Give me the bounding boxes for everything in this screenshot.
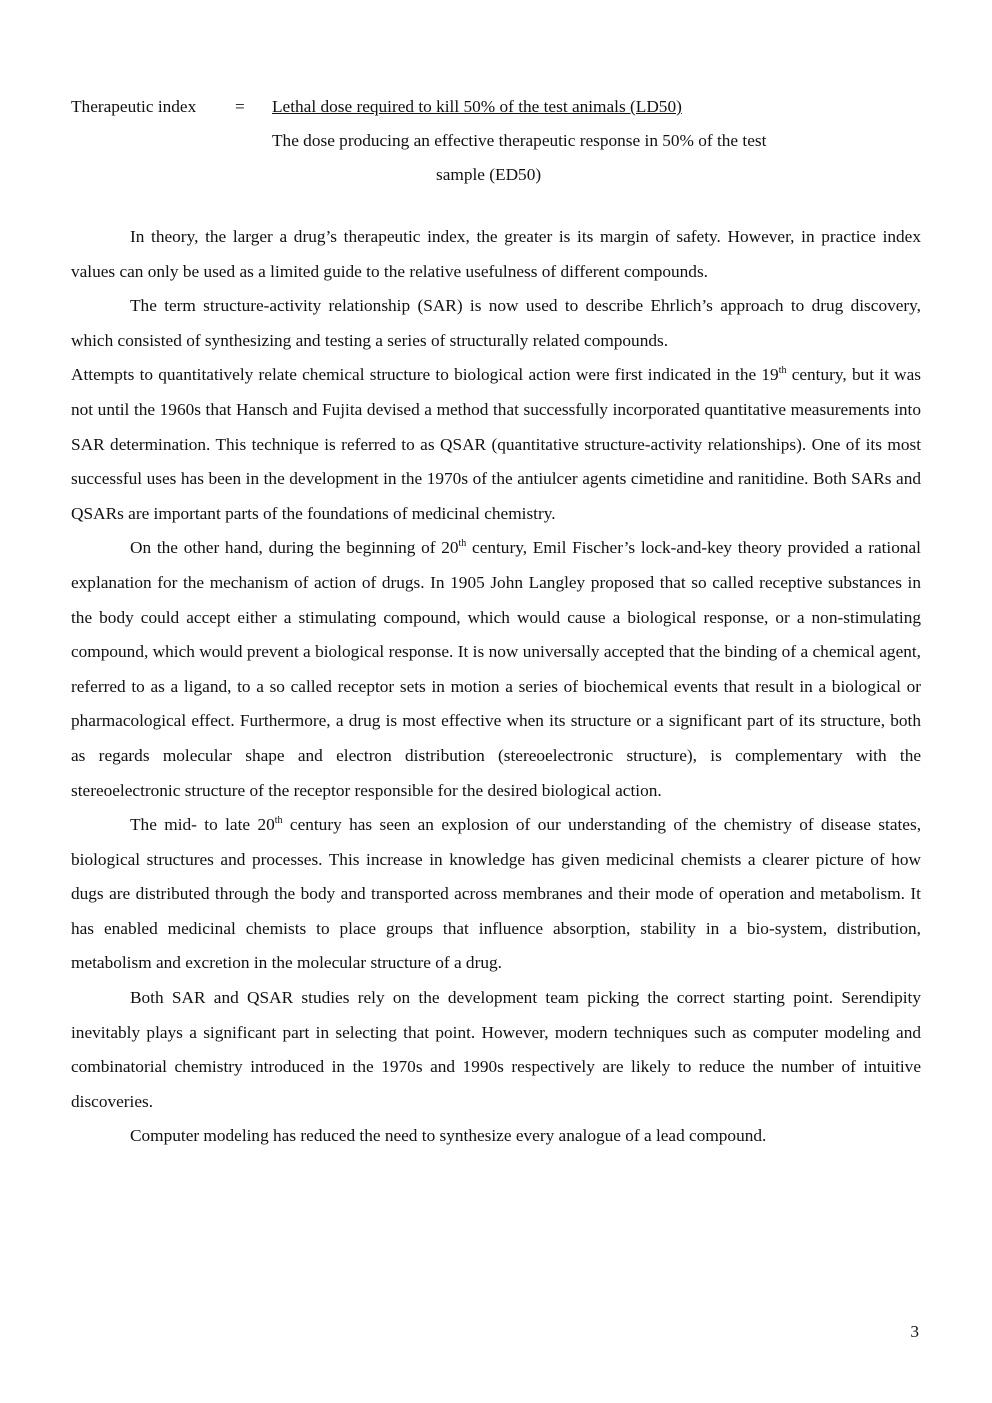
page-number: 3 [910, 1322, 919, 1341]
formula-numerator: Lethal dose required to kill 50% of the test animals (LD50) [272, 97, 682, 116]
paragraph-text: Computer modeling has reduced the need to synthesize every analogue of a lead compound. [130, 1126, 767, 1146]
ordinal-superscript: th [458, 538, 467, 550]
formula-denominator-line2: sample (ED50) [436, 165, 542, 184]
paragraph-text: Both SAR and QSAR studies rely on the development team picking the correct starting point. Serendipity inevitably plays a significant part in selecting that point. However, modern techniques such as computer modeling and combinatorial chemistry introduced in the 1970s and 1990s respectively are likely to reduce the number of intuitive discoveries. [71, 988, 921, 1111]
paragraph [71, 808, 921, 981]
formula-denominator-line1: The dose producing an effective therapeutic response in 50% of the test [272, 131, 767, 150]
paragraph-text: century has seen an explosion of our understanding of the chemistry of disease states, biological structures and processes. This increase in knowledge has given medicinal chemists a clearer picture of how dugs are distributed through the body and transported across membranes and their mode of operation and metabolism. It has enabled medicinal chemists to place groups that influence absorption, stability in a bio-system, distribution, metabolism and excretion in the molecular structure of a drug. [71, 815, 922, 973]
paragraph-text: On the other hand, during the beginning of 20 [130, 538, 459, 558]
formula-lhs: Therapeutic index [71, 97, 197, 116]
paragraph-text: Attempts to quantitatively relate chemical structure to biological action were first indicated in the 19 [71, 365, 779, 385]
body-text [71, 220, 921, 1154]
paragraph [71, 981, 921, 1119]
paragraph [71, 1119, 921, 1154]
ordinal-superscript: th [778, 365, 787, 377]
therapeutic-index-formula [71, 92, 921, 202]
document-page [71, 92, 921, 1154]
formula-equals: = [235, 97, 245, 116]
paragraph [71, 220, 921, 289]
paragraph [71, 358, 921, 531]
ordinal-superscript: th [274, 815, 283, 827]
paragraph [71, 531, 921, 808]
paragraph-text: The mid- to late 20 [130, 815, 275, 835]
paragraph-text: In theory, the larger a drug’s therapeutic index, the greater is its margin of safety. However, in practice index values can only be used as a limited guide to the relative usefulness of different compounds. [71, 227, 921, 281]
paragraph-text: century, but it was not until the 1960s that Hansch and Fujita devised a method that successfully incorporated quantitative measurements into SAR determination. This technique is referred to as QSAR (quantitative structure-activity relationships). One of its most successful uses has been in the development in the 1970s of the antiulcer agents cimetidine and ranitidine. Both SARs and QSARs are important parts of the foundations of medicinal chemistry. [71, 365, 921, 523]
paragraph-text: century, Emil Fischer’s lock-and-key theory provided a rational explanation for the mechanism of action of drugs. In 1905 John Langley proposed that so called receptive substances in the body could accept either a stimulating compound, which would cause a biological response, or a non-stimulating compound, which would prevent a biological response. It is now universally accepted that the binding of a chemical agent, referred to as a ligand, to a so called receptor sets in motion a series of biochemical events that result in a biological or pharmacological effect. Furthermore, a drug is most effective when its structure or a significant part of its structure, both as regards molecular shape and electron distribution (stereoelectronic structure), is complementary with the stereoelectronic structure of the receptor responsible for the desired biological action. [71, 538, 921, 800]
paragraph [71, 289, 921, 358]
paragraph-text: The term structure-activity relationship (SAR) is now used to describe Ehrlich’s approach to drug discovery, which consisted of synthesizing and testing a series of structurally related compounds. [71, 296, 921, 350]
